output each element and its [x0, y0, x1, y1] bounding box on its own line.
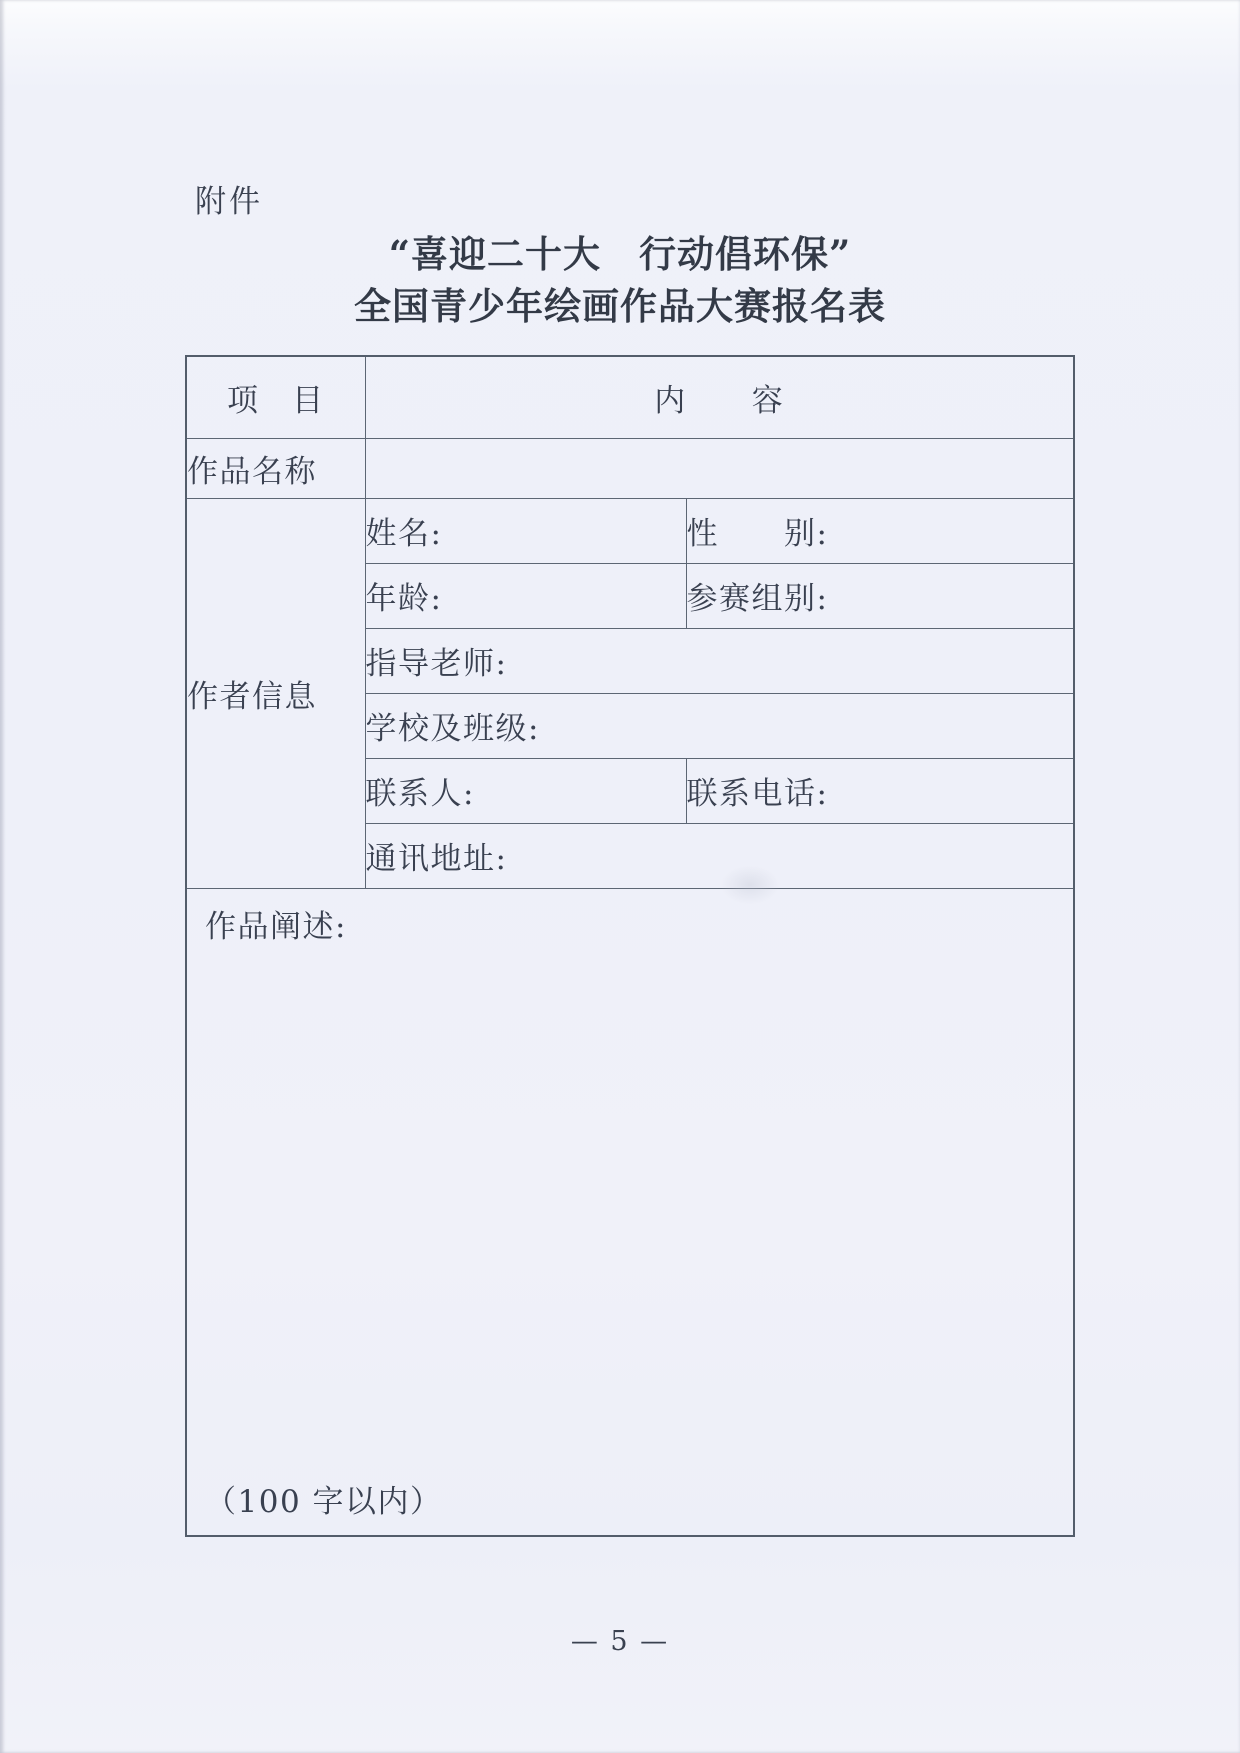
work-name-row: [186, 438, 1074, 498]
name-field: 姓名:: [365, 498, 686, 563]
author-info-label: 作者信息: [186, 498, 365, 888]
work-name-label: 作品名称: [186, 438, 365, 498]
age-field: 年龄:: [365, 563, 686, 628]
address-field: 通讯地址:: [365, 823, 1074, 888]
page-number: — 5 —: [570, 1626, 670, 1657]
paper-smudge: [720, 865, 780, 905]
registration-form-table: [185, 355, 1075, 1537]
statement-cell: [186, 888, 1074, 1536]
header-content-cell: 内 容: [365, 356, 1074, 438]
phone-field: 联系电话:: [686, 758, 1074, 823]
group-field: 参赛组别:: [686, 563, 1074, 628]
attachment-label: 附件: [195, 184, 263, 220]
work-name-field: [365, 438, 1074, 498]
document-title-line1: “喜迎二十大 行动倡环保”: [388, 232, 852, 276]
statement-label: 作品阐述:: [205, 908, 347, 945]
gender-field: 性 别:: [686, 498, 1074, 563]
header-item-cell: 项 目: [186, 356, 365, 438]
statement-row: [186, 888, 1074, 1536]
statement-note: （100 字以内）: [205, 1483, 443, 1520]
name-gender-row: [186, 498, 1074, 563]
document-title: [0, 228, 1240, 332]
school-field: 学校及班级:: [365, 693, 1074, 758]
contact-field: 联系人:: [365, 758, 686, 823]
teacher-field: 指导老师:: [365, 628, 1074, 693]
statement-area: [187, 889, 1073, 1535]
document-title-line2: 全国青少年绘画作品大赛报名表: [354, 284, 886, 328]
table-header-row: [186, 356, 1074, 438]
